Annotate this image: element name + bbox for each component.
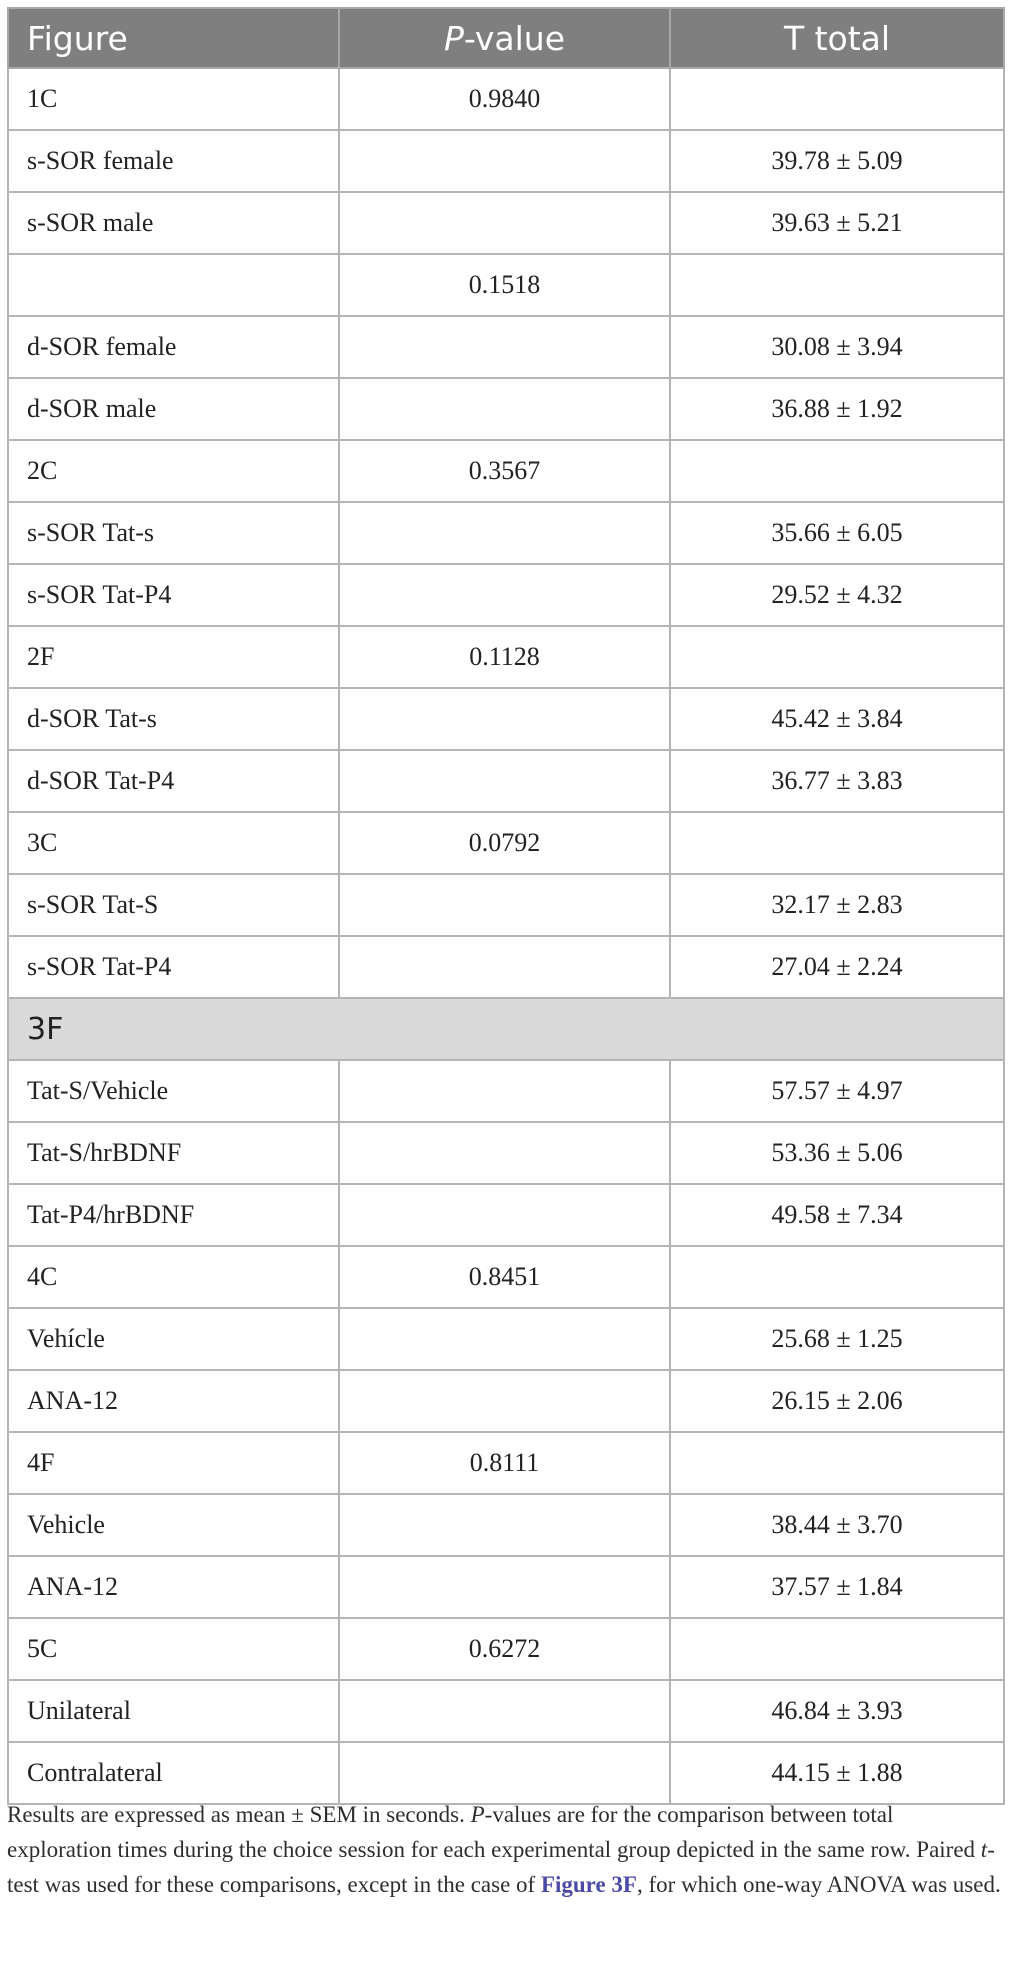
cell-ttotal: 45.42 ± 3.84 xyxy=(670,688,1004,750)
table-row xyxy=(8,564,1004,626)
footnote-part2: -values are for the comparison between total exploration times during the choice session for each experimental group depicted in the same row. Paired xyxy=(7,1802,981,1862)
cell-figure: d-SOR Tat-P4 xyxy=(8,750,339,812)
cell-figure: Tat-P4/hrBDNF xyxy=(8,1184,339,1246)
table-row xyxy=(8,688,1004,750)
cell-ttotal xyxy=(670,1618,1004,1680)
cell-figure: s-SOR male xyxy=(8,192,339,254)
table-header-row xyxy=(8,8,1004,68)
table-row xyxy=(8,1122,1004,1184)
header-figure: Figure xyxy=(8,8,339,68)
cell-ttotal: 38.44 ± 3.70 xyxy=(670,1494,1004,1556)
table-row xyxy=(8,1618,1004,1680)
cell-pvalue: 0.3567 xyxy=(339,440,670,502)
cell-ttotal xyxy=(670,68,1004,130)
footnote-t-italic: t xyxy=(980,1837,988,1862)
cell-figure: d-SOR Tat-s xyxy=(8,688,339,750)
table-row xyxy=(8,936,1004,998)
cell-figure: Unilateral xyxy=(8,1680,339,1742)
cell-figure xyxy=(8,254,339,316)
cell-ttotal: 49.58 ± 7.34 xyxy=(670,1184,1004,1246)
cell-ttotal: 46.84 ± 3.93 xyxy=(670,1680,1004,1742)
cell-figure: s-SOR Tat-s xyxy=(8,502,339,564)
header-pvalue-italic: P xyxy=(443,18,464,58)
table-row xyxy=(8,192,1004,254)
cell-ttotal: 30.08 ± 3.94 xyxy=(670,316,1004,378)
cell-figure: d-SOR female xyxy=(8,316,339,378)
cell-figure: s-SOR Tat-P4 xyxy=(8,936,339,998)
cell-pvalue xyxy=(339,1184,670,1246)
cell-ttotal: 36.77 ± 3.83 xyxy=(670,750,1004,812)
table-row xyxy=(8,1370,1004,1432)
cell-figure: s-SOR Tat-S xyxy=(8,874,339,936)
section-label: 3F xyxy=(8,998,1004,1060)
cell-figure: Vehicle xyxy=(8,1494,339,1556)
cell-figure: 2C xyxy=(8,440,339,502)
cell-pvalue xyxy=(339,1556,670,1618)
results-table-container xyxy=(7,7,1003,1805)
cell-figure: Contralateral xyxy=(8,1742,339,1804)
cell-ttotal: 27.04 ± 2.24 xyxy=(670,936,1004,998)
table-row xyxy=(8,440,1004,502)
cell-pvalue xyxy=(339,1122,670,1184)
cell-ttotal xyxy=(670,440,1004,502)
cell-ttotal: 29.52 ± 4.32 xyxy=(670,564,1004,626)
table-row xyxy=(8,1556,1004,1618)
table-row xyxy=(8,502,1004,564)
cell-figure: 3C xyxy=(8,812,339,874)
cell-pvalue: 0.0792 xyxy=(339,812,670,874)
cell-pvalue xyxy=(339,688,670,750)
cell-pvalue xyxy=(339,564,670,626)
table-row xyxy=(8,1246,1004,1308)
footnote-part1: Results are expressed as mean ± SEM in seconds. xyxy=(7,1802,471,1827)
footnote-part4: , for which one-way ANOVA was used. xyxy=(637,1872,1001,1897)
cell-pvalue: 0.1518 xyxy=(339,254,670,316)
table-row xyxy=(8,626,1004,688)
cell-pvalue xyxy=(339,1680,670,1742)
cell-figure: d-SOR male xyxy=(8,378,339,440)
cell-figure: Tat-S/hrBDNF xyxy=(8,1122,339,1184)
cell-figure: s-SOR Tat-P4 xyxy=(8,564,339,626)
cell-pvalue: 0.1128 xyxy=(339,626,670,688)
table-row xyxy=(8,812,1004,874)
cell-ttotal: 44.15 ± 1.88 xyxy=(670,1742,1004,1804)
table-row xyxy=(8,316,1004,378)
cell-pvalue xyxy=(339,1060,670,1122)
cell-pvalue xyxy=(339,130,670,192)
cell-pvalue: 0.8111 xyxy=(339,1432,670,1494)
cell-pvalue xyxy=(339,192,670,254)
cell-pvalue: 0.8451 xyxy=(339,1246,670,1308)
table-row xyxy=(8,378,1004,440)
cell-ttotal: 36.88 ± 1.92 xyxy=(670,378,1004,440)
table-row xyxy=(8,1308,1004,1370)
table-row xyxy=(8,1184,1004,1246)
header-ttotal: T total xyxy=(670,8,1004,68)
cell-ttotal xyxy=(670,626,1004,688)
cell-ttotal: 39.63 ± 5.21 xyxy=(670,192,1004,254)
cell-ttotal: 39.78 ± 5.09 xyxy=(670,130,1004,192)
cell-figure: Tat-S/Vehicle xyxy=(8,1060,339,1122)
table-body xyxy=(8,68,1004,1804)
cell-ttotal xyxy=(670,812,1004,874)
cell-figure: 2F xyxy=(8,626,339,688)
figure-3f-link[interactable]: Figure 3F xyxy=(540,1872,637,1897)
cell-ttotal: 35.66 ± 6.05 xyxy=(670,502,1004,564)
table-row xyxy=(8,68,1004,130)
cell-figure: Vehícle xyxy=(8,1308,339,1370)
cell-pvalue xyxy=(339,750,670,812)
footnote-part3: -test was used for these comparisons, except in the case of xyxy=(7,1837,995,1897)
cell-pvalue xyxy=(339,378,670,440)
cell-pvalue: 0.6272 xyxy=(339,1618,670,1680)
cell-ttotal: 25.68 ± 1.25 xyxy=(670,1308,1004,1370)
cell-figure: s-SOR female xyxy=(8,130,339,192)
cell-ttotal xyxy=(670,1246,1004,1308)
table-row xyxy=(8,254,1004,316)
cell-figure: 4F xyxy=(8,1432,339,1494)
cell-ttotal xyxy=(670,1432,1004,1494)
header-pvalue xyxy=(339,8,670,68)
table-footnote xyxy=(7,1797,1001,1902)
table-section-row xyxy=(8,998,1004,1060)
cell-ttotal: 32.17 ± 2.83 xyxy=(670,874,1004,936)
cell-figure: 4C xyxy=(8,1246,339,1308)
header-pvalue-rest: -value xyxy=(463,18,566,58)
table-row xyxy=(8,1432,1004,1494)
cell-figure: ANA-12 xyxy=(8,1556,339,1618)
cell-pvalue xyxy=(339,1742,670,1804)
cell-pvalue xyxy=(339,316,670,378)
cell-pvalue xyxy=(339,502,670,564)
cell-ttotal: 53.36 ± 5.06 xyxy=(670,1122,1004,1184)
footnote-p-italic: P xyxy=(470,1802,485,1827)
cell-figure: 1C xyxy=(8,68,339,130)
cell-pvalue xyxy=(339,936,670,998)
cell-ttotal: 57.57 ± 4.97 xyxy=(670,1060,1004,1122)
table-row xyxy=(8,750,1004,812)
table-row xyxy=(8,1494,1004,1556)
table-row xyxy=(8,130,1004,192)
table-row xyxy=(8,1742,1004,1804)
table-row xyxy=(8,1060,1004,1122)
cell-ttotal: 37.57 ± 1.84 xyxy=(670,1556,1004,1618)
cell-figure: ANA-12 xyxy=(8,1370,339,1432)
cell-pvalue: 0.9840 xyxy=(339,68,670,130)
results-table xyxy=(7,7,1005,1805)
table-row xyxy=(8,874,1004,936)
cell-pvalue xyxy=(339,1494,670,1556)
cell-figure: 5C xyxy=(8,1618,339,1680)
cell-ttotal xyxy=(670,254,1004,316)
cell-pvalue xyxy=(339,874,670,936)
cell-ttotal: 26.15 ± 2.06 xyxy=(670,1370,1004,1432)
cell-pvalue xyxy=(339,1370,670,1432)
cell-pvalue xyxy=(339,1308,670,1370)
table-row xyxy=(8,1680,1004,1742)
